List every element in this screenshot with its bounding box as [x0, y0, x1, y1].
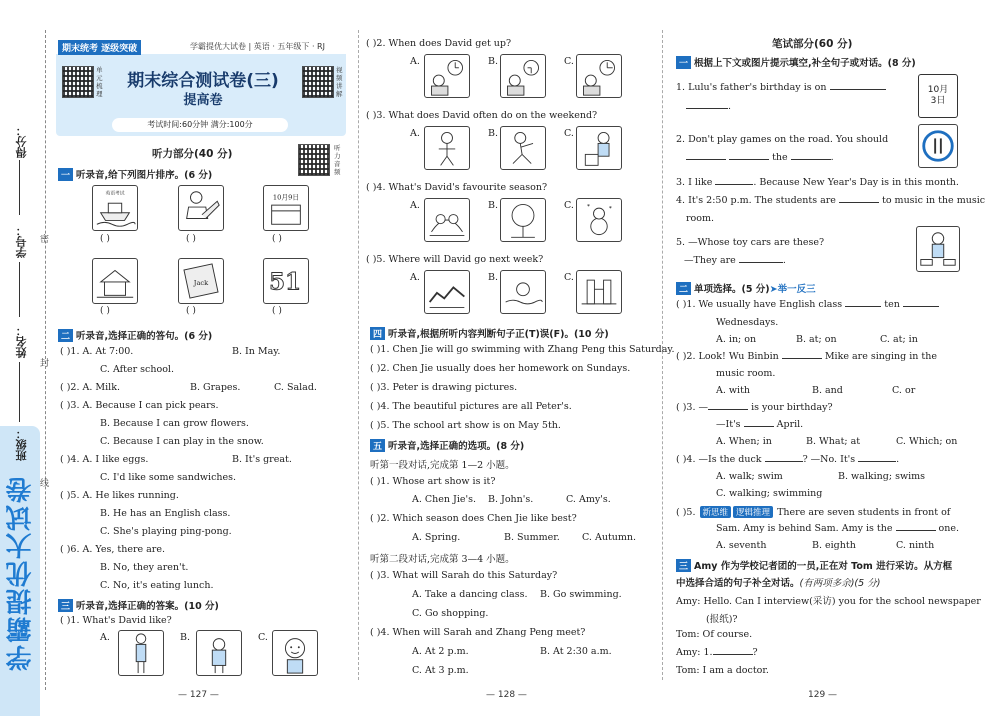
column-divider-1 [358, 30, 359, 680]
column-divider-2 [662, 30, 663, 680]
q2-6-c: C. No, it's eating lunch. [100, 580, 214, 591]
q4-line-2: ( )2. Chen Jie usually does her homework on Sundays. [370, 363, 631, 374]
header-tag: 期末统考 逐级突破 [58, 40, 141, 55]
svg-text:*: * [609, 205, 612, 212]
s2-3-cont: —It's April. [716, 419, 804, 430]
q3-5-opt-b: B. [488, 272, 499, 283]
s2-5-a: A. seventh [716, 540, 767, 551]
s2-2-cont: music room. [716, 368, 776, 379]
q2-1-b: B. In May. [232, 346, 281, 357]
picture-boy-desk [178, 185, 224, 231]
s2-1-blank-a[interactable] [845, 306, 881, 307]
name-line [19, 362, 20, 422]
q2-5-a: ( )5. A. He likes running. [60, 490, 179, 501]
q2-6-a: ( )6. A. Yes, there are. [60, 544, 165, 555]
picture-season-c [576, 198, 622, 242]
q5-3-a: A. Take a dancing class. [412, 589, 528, 600]
s1-2-blank-a[interactable] [686, 159, 726, 160]
q5-1-question: ( )1. Whose art show is it? [370, 476, 496, 487]
q3-5-opt-a: A. [410, 272, 420, 283]
q5-4-c: C. At 3 p.m. [412, 665, 469, 676]
q2-5-c: C. She's playing ping-pong. [100, 526, 232, 537]
s1-1-blank-a[interactable] [830, 89, 886, 90]
writing-title: 笔试部分(60 分) [772, 38, 853, 50]
s2-4-blank-a[interactable] [765, 461, 803, 462]
q2-4-a: ( )4. A. I like eggs. [60, 454, 149, 465]
picture-tower-bridge [576, 270, 622, 314]
qr-code-audio[interactable] [298, 144, 330, 176]
q1-paren-2[interactable]: ( ) [186, 234, 196, 244]
label-student-id: 学号： [15, 225, 28, 258]
label-name: 姓名： [15, 325, 28, 358]
q5-4-a: A. At 2 p.m. [412, 646, 469, 657]
exam-title: 期末综合测试卷(三) [127, 71, 279, 91]
picture-short-boy [196, 630, 242, 676]
qr-right-note: 视频讲解 [336, 66, 343, 98]
writing-s2-head: 二 单项选择。(5 分)➤举一反三 [676, 281, 816, 295]
s3-blank-1[interactable] [713, 654, 753, 655]
picture-girl [272, 630, 318, 676]
q2-2-b: B. Grapes. [190, 382, 241, 393]
picture-no-entry [918, 124, 958, 168]
q3-1-opt-a: A. [100, 632, 110, 643]
s2-3-blank-a[interactable] [708, 409, 748, 410]
s1-1-blank-b[interactable]: . [686, 101, 731, 112]
q5-3-question: ( )3. What will Sarah do this Saturday? [370, 570, 558, 581]
q1-paren-5[interactable]: ( ) [186, 306, 196, 316]
s2-1-blank-b[interactable] [903, 306, 939, 307]
listening-q1-head: 一 听录音,给下列图片排序。(6 分) [58, 167, 212, 181]
s2-3-a: A. When; in [716, 436, 772, 447]
q3-4-opt-a: A. [410, 200, 420, 211]
s3-line-5: Tom: I am a doctor. [676, 665, 769, 676]
cut-mark-seal: 密 [40, 235, 50, 245]
q1-paren-4[interactable]: ( ) [100, 306, 110, 316]
s3-line-3: Tom: Of course. [676, 629, 753, 640]
picture-activity-a [424, 126, 470, 170]
q5-2-c: C. Autumn. [582, 532, 637, 543]
q3-1-opt-c: C. [258, 632, 268, 643]
q3-5-question: ( )5. Where will David go next week? [366, 254, 544, 265]
q1-paren-1[interactable]: ( ) [100, 234, 110, 244]
writing-s1-head: 一 根据上下文或图片提示填空,补全句子或对话。(8 分) [676, 55, 916, 69]
listening-q2-head: 二 听录音,选择正确的答句。(6 分) [58, 328, 212, 342]
s3-line-1: Amy: Hello. Can I interview(采访) you for the school newspaper [676, 596, 981, 607]
page-number-128: — 128 — [486, 690, 527, 700]
s2-1-cont: Wednesdays. [716, 317, 779, 328]
listening-q5-head: 五 听录音,选择正确的选项。(8 分) [370, 438, 524, 452]
tag-new-thinking: 新思维 [700, 506, 732, 518]
svg-text:*: * [587, 204, 590, 211]
q2-1-c: C. After school. [100, 364, 174, 375]
s1-2-blanks: the . [686, 152, 834, 163]
exam-info: 考试时间:60分钟 满分:100分 [112, 118, 288, 132]
s2-1: ( )1. We usually have English class ten [676, 299, 939, 310]
q5-part1: 听第一段对话,完成第 1—2 小题。 [370, 460, 515, 471]
listening-q4-head: 四 听录音,根据所听内容判断句子正(T)误(F)。(10 分) [370, 326, 609, 340]
q3-1-opt-b: B. [180, 632, 191, 643]
qr-code-left[interactable] [62, 66, 94, 98]
q2-1-a: ( )1. A. At 7:00. [60, 346, 134, 357]
s2-1-a: A. in; on [716, 334, 757, 345]
pic-text-date: 10月9日 [272, 193, 300, 202]
q4-line-1: ( )1. Chen Jie will go swimming with Zhang Peng this Saturday. [370, 344, 675, 355]
q3-2-opt-a: A. [410, 56, 420, 67]
s2-3-c: C. Which; on [896, 436, 958, 447]
picture-activity-c [576, 126, 622, 170]
picture-boy-toy-cars [916, 226, 960, 272]
q5-3-b: B. Go swimming. [540, 589, 622, 600]
s1-1: 1. Lulu's father's birthday is on [676, 82, 886, 93]
s3-line-2: (报纸)? [706, 614, 738, 625]
s2-2-c: C. or [892, 385, 916, 396]
picture-beach [500, 270, 546, 314]
picture-great-wall [424, 270, 470, 314]
writing-s3-head: 三 Amy 作为学校记者团的一员,正在对 Tom 进行采访。从方框 [676, 558, 952, 572]
picture-house-field [92, 258, 138, 304]
picture-season-a [424, 198, 470, 242]
q5-1-b: B. John's. [488, 494, 534, 505]
s2-4-a: A. walk; swim [716, 471, 783, 482]
s1-2-blank-c[interactable] [791, 159, 831, 160]
q2-6-b: B. No, they aren't. [100, 562, 189, 573]
q5-4-question: ( )4. When will Sarah and Zhang Peng meet? [370, 627, 586, 638]
q5-3-c: C. Go shopping. [412, 608, 489, 619]
s2-1-c: C. at; in [880, 334, 918, 345]
exam-subtitle: 提高卷 [183, 93, 223, 108]
cut-mark-cover: 封 [40, 359, 50, 369]
q3-3-question: ( )3. What does David often do on the weekend? [366, 110, 598, 121]
q3-3-opt-c: C. [564, 128, 574, 139]
s1-4-blank[interactable] [839, 202, 879, 203]
s2-2-a: A. with [716, 385, 751, 396]
picture-number-51 [263, 258, 309, 304]
s2-5-blank[interactable] [896, 530, 936, 531]
q5-1-c: C. Amy's. [566, 494, 611, 505]
picture-activity-b [500, 126, 546, 170]
q2-4-b: B. It's great. [232, 454, 292, 465]
picture-clock-a [424, 54, 470, 98]
s2-1-b: B. at; on [796, 334, 837, 345]
label-class: 班级： [15, 428, 28, 461]
listening-title: 听力部分(40 分) [152, 148, 233, 160]
s1-5: 5. —Whose toy cars are these? [676, 237, 825, 248]
picture-book-jack [178, 258, 224, 304]
s2-head-tag: ➤举一反三 [769, 284, 816, 295]
picture-tall-boy [118, 630, 164, 676]
q3-3-opt-a: A. [410, 128, 420, 139]
s2-4: ( )4. —Is the duck ? —No. It's . [676, 454, 900, 465]
s2-2-b: B. and [812, 385, 843, 396]
q2-3-c: C. Because I can play in the snow. [100, 436, 264, 447]
s1-2: 2. Don't play games on the road. You should [676, 134, 889, 145]
q2-4-c: C. I'd like some sandwiches. [100, 472, 237, 483]
q4-line-3: ( )3. Peter is drawing pictures. [370, 382, 518, 393]
q2-2-a: ( )2. A. Milk. [60, 382, 120, 393]
page-number-129: 129 — [808, 690, 838, 700]
q5-1-a: A. Chen Jie's. [412, 494, 477, 505]
label-score: 得分： [15, 125, 28, 158]
q3-1-question: ( )1. What's David like? [60, 615, 172, 626]
s2-5-cont: Sam. Amy is behind Sam. Amy is the one. [716, 523, 960, 534]
s1-5-blank[interactable] [739, 262, 783, 263]
q3-2-question: ( )2. When does David get up? [366, 38, 512, 49]
q5-2-question: ( )2. Which season does Chen Jie like best? [370, 513, 577, 524]
qr-code-right[interactable] [302, 66, 334, 98]
q2-3-a: ( )3. A. Because I can pick pears. [60, 400, 219, 411]
s1-3: 3. I like . Because New Year's Day is in this month. [676, 177, 959, 188]
pic-text-exam: 英语考试 [105, 191, 125, 197]
s2-5: ( )5. 新思维 逻辑推理 There are seven students in front of [676, 507, 951, 518]
s1-5-answer: —They are . [684, 255, 786, 266]
q1-paren-6[interactable]: ( ) [272, 306, 282, 316]
brand-title: 学霸提优大试卷 [6, 475, 36, 671]
q2-5-b: B. He has an English class. [100, 508, 231, 519]
picture-season-b [500, 198, 546, 242]
q2-3-b: B. Because I can grow flowers. [100, 418, 249, 429]
s2-5-c: C. ninth [896, 540, 935, 551]
q5-part2: 听第二段对话,完成第 3—4 小题。 [370, 554, 515, 565]
cut-mark-line: 线 [40, 479, 50, 489]
q3-3-opt-b: B. [488, 128, 499, 139]
q3-4-opt-b: B. [488, 200, 499, 211]
q3-5-opt-c: C. [564, 272, 574, 283]
picture-clock-c [576, 54, 622, 98]
s2-3-b: B. What; at [806, 436, 861, 447]
tag-logic: 逻辑推理 [733, 506, 773, 518]
s1-2-blank-b[interactable] [729, 159, 769, 160]
picture-clock-b [500, 54, 546, 98]
q3-2-opt-b: B. [488, 56, 499, 67]
s2-4-b: B. walking; swims [838, 471, 925, 482]
q3-2-opt-c: C. [564, 56, 574, 67]
picture-calendar [263, 185, 309, 231]
q2-2-c: C. Salad. [274, 382, 317, 393]
qr-left-note: 单元梳理 [96, 66, 103, 98]
q5-2-a: A. Spring. [412, 532, 461, 543]
s1-4-cont: room. [686, 213, 715, 224]
s2-5-b: B. eighth [812, 540, 856, 551]
calendar-picture: 10月 3日 [918, 74, 958, 118]
q4-line-4: ( )4. The beautiful pictures are all Peter's. [370, 401, 572, 412]
audio-qr-note: 听力音频 [334, 144, 341, 176]
q4-line-5: ( )5. The school art show is on May 5th. [370, 420, 561, 431]
header-tagline: 学霸提优大试卷 | 英语 · 五年级下 · RJ [190, 42, 325, 51]
s2-4-blank-b[interactable] [858, 461, 896, 462]
s1-4: 4. It's 2:50 p.m. The students are to music in the music [676, 195, 986, 206]
page-number-127: — 127 — [178, 690, 219, 700]
q3-4-question: ( )4. What's David's favourite season? [366, 182, 548, 193]
q5-2-b: B. Summer. [504, 532, 560, 543]
q1-paren-3[interactable]: ( ) [272, 234, 282, 244]
svg-text:51: 51 [269, 268, 302, 296]
student-id-line [19, 262, 20, 317]
q3-4-opt-c: C. [564, 200, 574, 211]
writing-s3-head2: 中选择合适的句子补全对话。(有两项多余)(5 分) [676, 578, 881, 589]
s1-3-blank[interactable] [715, 184, 753, 185]
pic-text-jack: Jack [193, 278, 209, 287]
s2-2-blank[interactable] [782, 358, 822, 359]
picture-exam-ship [92, 185, 138, 231]
s2-4-c: C. walking; swimming [716, 488, 823, 499]
s2-3: ( )3. — is your birthday? [676, 402, 833, 413]
s2-3-blank-b[interactable] [744, 426, 774, 427]
score-line [19, 160, 20, 215]
s3-line-4: Amy: 1. ? [676, 647, 758, 658]
listening-q3-head: 三 听录音,选择正确的答案。(10 分) [58, 598, 219, 612]
q5-4-b: B. At 2:30 a.m. [540, 646, 612, 657]
s2-2: ( )2. Look! Wu Binbin Mike are singing in the [676, 351, 937, 362]
